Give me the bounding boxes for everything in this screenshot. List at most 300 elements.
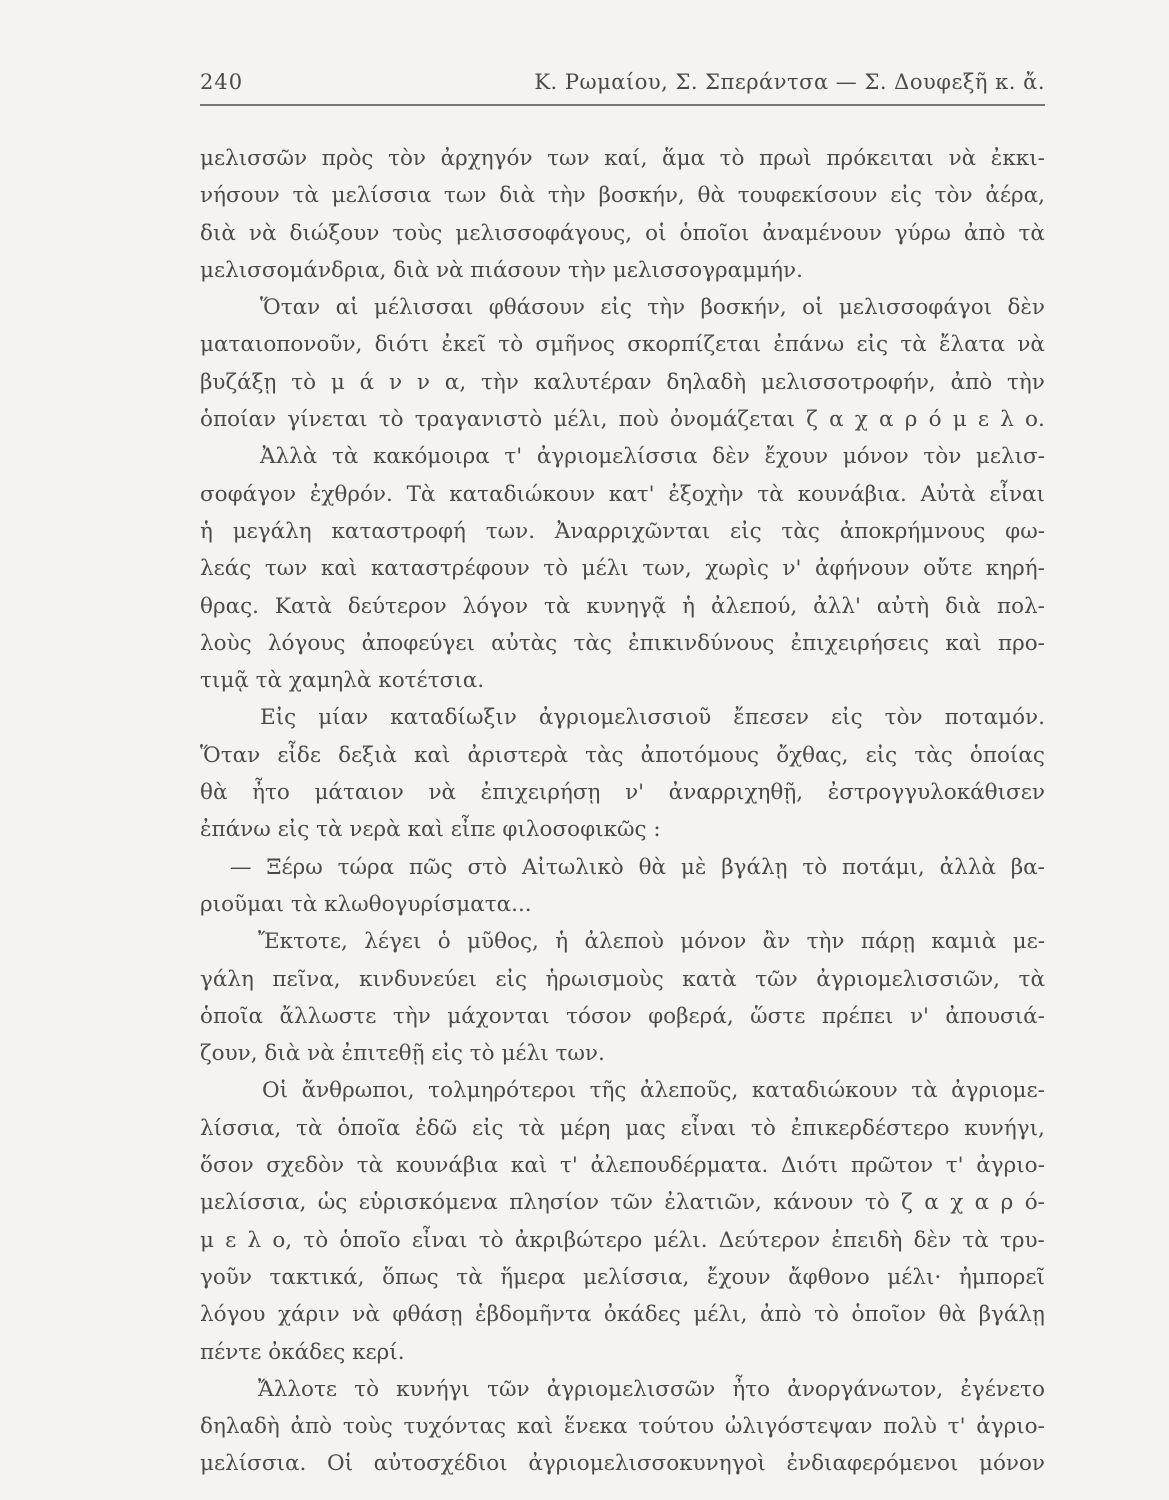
- word: Ξέρω: [266, 854, 323, 880]
- word: ἐκκι-: [990, 146, 1045, 171]
- word: τὰ: [1018, 220, 1045, 246]
- word: μελίσσια,: [200, 1190, 307, 1216]
- word: διὰ: [200, 220, 236, 246]
- word: αὐτοσχέδιοι: [373, 1451, 508, 1477]
- word: τῶν: [487, 1376, 530, 1402]
- text-line: [200, 849, 1045, 886]
- word: τὰ: [1018, 966, 1045, 992]
- word: εἰς: [730, 518, 762, 544]
- word: ὁποίας: [969, 742, 1045, 768]
- word: εἰς: [495, 966, 528, 992]
- word: ἄφθονο: [788, 1264, 870, 1290]
- word: μέρη: [559, 1115, 611, 1141]
- word: ἀποτόμους: [640, 742, 760, 768]
- word: ἀναμένουν: [762, 220, 882, 246]
- word: ζ: [806, 407, 818, 433]
- word: μελισ-: [975, 444, 1045, 470]
- word: Οἱ: [262, 1078, 289, 1104]
- word: κινδυνεύει: [359, 966, 477, 992]
- word: λέγει: [364, 929, 422, 955]
- word: ό: [928, 407, 942, 433]
- word: ἅμα: [662, 146, 706, 171]
- word: ν': [625, 780, 645, 806]
- word: Αἰτωλικὸ: [521, 854, 624, 880]
- word: τὴν: [1007, 369, 1045, 395]
- text-line: [200, 1072, 1045, 1109]
- word: ό-: [1024, 1190, 1045, 1216]
- word: ἐχθρόν.: [309, 481, 393, 507]
- word: τὸν: [934, 183, 973, 209]
- word: ρ: [1000, 1190, 1014, 1216]
- word: τὸν: [923, 444, 962, 470]
- word: βοσκήν,: [598, 183, 685, 209]
- word: ἀπὸ: [963, 220, 1006, 246]
- word: ἀποφεύγει: [361, 630, 475, 656]
- word: τρυ-: [999, 1227, 1045, 1253]
- word: τὸ: [498, 332, 524, 358]
- body-text: [200, 140, 1045, 1483]
- word: φω-: [1005, 518, 1045, 544]
- word: ἠμπορεῖ: [958, 1264, 1045, 1290]
- word: ά: [359, 369, 375, 395]
- word: γοῦν: [200, 1264, 252, 1290]
- word: τ': [504, 444, 523, 470]
- word: πρὸς: [321, 146, 374, 171]
- word: πρόκειται: [826, 146, 934, 171]
- word: —: [230, 854, 252, 880]
- word: μελισσοφάγοι: [838, 295, 993, 321]
- word: χ: [854, 407, 868, 433]
- text-line: [200, 1445, 1045, 1482]
- word: μέλισσαι: [373, 295, 474, 321]
- word: τὸ: [291, 369, 317, 395]
- word: ὄχθας,: [776, 742, 849, 768]
- word: ἦτο: [732, 1376, 771, 1402]
- word: νὰ: [248, 220, 277, 246]
- word: εἰς: [856, 332, 889, 358]
- text-line: [200, 364, 1045, 401]
- word: πρῶτον: [850, 1153, 934, 1179]
- word: σχεδὸν: [266, 1153, 345, 1179]
- word: ἀπουσιά-: [945, 1003, 1045, 1029]
- word: νὰ: [1017, 332, 1045, 358]
- word: μέλι: [581, 556, 629, 582]
- word: τὸ: [354, 1376, 380, 1402]
- word: Ἄλλοτε: [258, 1376, 338, 1402]
- word: ἐπιχειρήσεις: [790, 630, 930, 656]
- word: ἔχουν: [764, 444, 829, 470]
- text-line: [200, 1110, 1045, 1147]
- word: ὁ: [437, 929, 451, 955]
- word: λόγους: [267, 630, 346, 656]
- text-line: [200, 215, 1045, 252]
- word: φθάσῃ: [392, 1302, 463, 1328]
- word: ἀπὸ: [290, 1414, 333, 1440]
- word: θρας.: [200, 593, 259, 619]
- word: στὸ: [467, 854, 508, 880]
- word: νὰ: [948, 146, 977, 171]
- word: ἀγριομελισσιῶν,: [816, 966, 1001, 992]
- text-line: [200, 961, 1045, 998]
- word: χάριν: [278, 1302, 340, 1328]
- word: καὶ: [516, 1414, 554, 1440]
- word: ἀλεποὺ: [584, 929, 664, 955]
- word: ἀκριβώτερο: [514, 1227, 643, 1253]
- word: καὶ: [320, 556, 358, 582]
- word: ὁποῖον: [851, 1302, 927, 1328]
- word: ἀφήνουν: [815, 556, 910, 582]
- word: Ἔκτοτε,: [258, 929, 348, 955]
- text-line: [200, 438, 1045, 475]
- word: τὰ: [518, 1115, 545, 1141]
- word: ποταμόν.: [944, 705, 1045, 731]
- word: εἰς: [865, 742, 898, 768]
- word: μέλι.: [653, 1227, 708, 1253]
- word: μῦθος,: [467, 929, 539, 955]
- word: μὲ: [680, 854, 707, 880]
- word: ἀγριο-: [976, 1153, 1045, 1179]
- word: καταδίωξιν: [390, 705, 517, 731]
- word: αὐτὰς: [491, 630, 558, 656]
- word: νὰ: [352, 1302, 380, 1328]
- word: καὶ: [945, 630, 982, 656]
- word: δεύτερον: [347, 593, 447, 619]
- word: μόνον: [842, 444, 909, 470]
- word: ὁποῖο: [339, 1227, 401, 1253]
- word: τὸ: [478, 1227, 504, 1253]
- word: τῶν: [610, 1190, 653, 1216]
- word: ἐπιχειρήσῃ: [480, 780, 601, 806]
- word: κυνηγᾷ: [586, 593, 667, 619]
- word: κατ': [608, 481, 655, 507]
- word: ἔλατα: [938, 332, 1006, 358]
- word: κάνουν: [773, 1190, 854, 1216]
- word: τὴν: [480, 369, 519, 395]
- word: ἀγριομελίσσια: [536, 444, 698, 470]
- word: τούτου: [638, 1414, 715, 1440]
- word: α: [924, 1190, 939, 1216]
- word: Αὐτὰ: [920, 481, 976, 507]
- word: μάταιον: [314, 780, 404, 806]
- word: ἀρχηγόν: [440, 146, 533, 171]
- word: βγάλῃ: [978, 1302, 1045, 1328]
- word: λίσσια,: [200, 1115, 282, 1141]
- word: δὲν: [913, 1227, 952, 1253]
- word: κυνήγι,: [964, 1115, 1045, 1141]
- word: μέλι,: [553, 407, 608, 433]
- text-line: [200, 289, 1045, 326]
- word: α: [974, 1190, 990, 1216]
- word: κατὰ: [682, 966, 737, 992]
- word: καὶ: [414, 742, 451, 768]
- word: ἔπεσεν: [733, 705, 809, 731]
- word: καμιὰ: [931, 929, 997, 955]
- word: μελισσῶν: [200, 146, 308, 171]
- word: βυζάξῃ: [200, 369, 277, 395]
- word: ὁποῖα: [337, 1115, 401, 1141]
- word: Ὅταν: [260, 295, 321, 321]
- word: μελισσοφάγους,: [455, 220, 633, 246]
- word: καταστροφή: [331, 518, 466, 544]
- word: τοὺς: [392, 220, 443, 246]
- word: ὁποῖα: [200, 1003, 263, 1029]
- word: ἀπὸ: [759, 1302, 802, 1328]
- word: γύρω: [894, 220, 951, 246]
- word: τῶν: [755, 966, 798, 992]
- text-line: [200, 1259, 1045, 1296]
- word: διώξουν: [289, 220, 380, 246]
- word: πρωὶ: [759, 146, 812, 171]
- word: Διότι: [780, 1153, 839, 1179]
- word: ἐστρογγυλοκάθισεν: [827, 780, 1045, 806]
- word: τὸ: [378, 407, 404, 433]
- word: τὸ: [303, 1227, 329, 1253]
- word: κηρή-: [985, 556, 1045, 582]
- word: νήσουν: [200, 183, 280, 209]
- text-line: [200, 625, 1045, 662]
- word: εἶναι: [989, 481, 1045, 507]
- word: τολμηρότεροι: [428, 1078, 577, 1104]
- text-line: [200, 1222, 1045, 1259]
- word: λοὺς: [200, 630, 252, 656]
- word: ἀγριο-: [976, 1414, 1045, 1440]
- word: τὰ: [757, 481, 784, 507]
- word: εἶναι: [680, 1115, 737, 1141]
- text-line: [200, 401, 1045, 438]
- word: με-: [1012, 929, 1045, 955]
- word: τὰ: [911, 1078, 938, 1104]
- word: ποτάμι,: [842, 854, 925, 880]
- word: ἀγριομε-: [951, 1078, 1045, 1104]
- word: ἡρωισμοὺς: [545, 966, 664, 992]
- word: ἀποκρήμνους: [839, 518, 986, 544]
- word: Ἀλλὰ: [260, 444, 318, 470]
- word: τὰς: [781, 518, 820, 544]
- word: τὰ: [900, 332, 927, 358]
- word: ἀλεπού,: [710, 593, 798, 619]
- word: δὲν: [1007, 295, 1045, 321]
- word: μέλι·: [887, 1264, 942, 1290]
- word: ν': [909, 1003, 929, 1029]
- word: βα-: [1010, 854, 1045, 880]
- word: οἱ: [645, 220, 667, 246]
- word: Εἰς: [260, 705, 297, 731]
- word: τὸ: [751, 1115, 776, 1141]
- word: ἐκεῖ: [441, 332, 487, 358]
- word: τὰ: [962, 1227, 989, 1253]
- word: νὰ: [428, 780, 457, 806]
- word: τὰ: [296, 1115, 323, 1141]
- word: λ: [247, 1227, 262, 1253]
- word: ἀγριομελισσῶν: [546, 1376, 716, 1402]
- word: τακτικά,: [269, 1264, 365, 1290]
- word: μίαν: [318, 705, 369, 731]
- text-line: [200, 476, 1045, 513]
- word: τ': [947, 1414, 966, 1440]
- word: μόνον: [978, 1451, 1045, 1477]
- word: ὀκάδες: [603, 1302, 681, 1328]
- word: πεῖνα,: [272, 966, 341, 992]
- word: τ': [945, 1153, 964, 1179]
- word: ο,: [272, 1227, 293, 1253]
- word: θὰ: [697, 183, 725, 209]
- word: οἱ: [802, 295, 824, 321]
- word: μέλι,: [693, 1302, 748, 1328]
- word: ἀέρα,: [985, 183, 1045, 209]
- word: διὰ: [499, 183, 536, 209]
- word: μας: [625, 1115, 666, 1141]
- word: ὅπως: [382, 1264, 439, 1290]
- word: σοφάγον: [200, 481, 297, 507]
- word: ματαιοπονοῦν,: [200, 332, 363, 358]
- word: μεγάλη: [232, 518, 312, 544]
- word: καταδιώκουν: [751, 1078, 898, 1104]
- text-line: [200, 737, 1045, 774]
- word: λ: [1000, 407, 1014, 433]
- word: τυχόντας: [403, 1414, 507, 1440]
- word: τοὺς: [342, 1414, 393, 1440]
- word: τὸ: [719, 146, 745, 171]
- word: των,: [642, 556, 692, 582]
- word: ἥμερα: [500, 1264, 566, 1290]
- word: ἀλεπουδέρματα.: [590, 1153, 769, 1179]
- word: ν': [782, 556, 802, 582]
- word: διότι: [374, 332, 430, 358]
- word: ἀνοργάνωτον,: [787, 1376, 944, 1402]
- word: χ: [950, 1190, 964, 1216]
- text-line: μελισσομάνδρια, διὰ νὰ πιάσουν τὴν μελισσογραμμήν.: [200, 257, 803, 283]
- word: τὰ: [331, 444, 359, 470]
- word: καταστρέφουν: [370, 556, 530, 582]
- running-head: Κ. Ρωμαίου, Σ. Σπεράντσα — Σ. Δουφεξῆ κ. ἄ.: [534, 70, 1045, 94]
- word: ν: [416, 369, 430, 395]
- word: ποὺ: [618, 407, 659, 433]
- word: μελίσσια.: [200, 1451, 307, 1477]
- word: εἰς: [471, 1115, 504, 1141]
- word: των.: [485, 518, 536, 544]
- word: δηλαδὴ: [200, 1414, 280, 1440]
- word: καί,: [604, 146, 648, 171]
- word: ζ: [901, 1190, 913, 1216]
- word: μάχονται: [447, 1003, 550, 1029]
- word: πρέπει: [821, 1003, 894, 1029]
- word: αἱ: [335, 295, 359, 321]
- word: διὰ: [945, 593, 982, 619]
- word: Οἱ: [326, 1451, 354, 1477]
- word: ε: [977, 407, 990, 433]
- word: τώρα: [337, 854, 395, 880]
- word: ο.: [1025, 407, 1045, 433]
- word: ἕνεκα: [563, 1414, 628, 1440]
- word: ἦτο: [252, 780, 290, 806]
- word: ὅσον: [200, 1153, 254, 1179]
- text-line: [200, 513, 1045, 550]
- word: ἐπειδὴ: [831, 1227, 903, 1253]
- word: ρ: [904, 407, 918, 433]
- word: μελισσοτροφήν,: [760, 369, 936, 395]
- word: ἡ: [682, 593, 696, 619]
- word: μελίσσια: [331, 183, 432, 209]
- word: γάλη: [200, 966, 254, 992]
- word: ἄλλωστε: [279, 1003, 377, 1029]
- page-number: 240: [200, 70, 244, 94]
- word: πάρῃ: [860, 929, 915, 955]
- word: πολ-: [996, 593, 1045, 619]
- word: τὰς: [914, 742, 953, 768]
- word: α,: [444, 369, 467, 395]
- text-line: [200, 1408, 1045, 1445]
- word: ἀλλ': [813, 593, 861, 619]
- word: τὸν: [388, 146, 426, 171]
- word: ἐπάνω: [773, 332, 845, 358]
- word: τὸ: [543, 556, 569, 582]
- word: τὴν: [647, 295, 686, 321]
- word: τραγανιστὸ: [414, 407, 543, 433]
- word: πῶς: [409, 854, 453, 880]
- word: Ἀναρριχῶνται: [554, 518, 711, 544]
- word: ἡ: [200, 518, 213, 544]
- word: κουνάβια: [395, 1153, 499, 1179]
- text-line: [200, 550, 1045, 587]
- word: ἡ: [555, 929, 569, 955]
- word: λεάς: [200, 556, 252, 582]
- text-line: ριοῦμαι τὰ κλωθογυρίσματα...: [200, 891, 532, 917]
- word: Τὰ: [406, 481, 436, 507]
- word: δεξιὰ: [338, 742, 397, 768]
- text-line: [200, 1147, 1045, 1184]
- word: σκορπίζεται: [627, 332, 762, 358]
- word: λόγου: [200, 1302, 266, 1328]
- text-line: [200, 1184, 1045, 1221]
- text-line: [200, 140, 1045, 177]
- word: Ὅταν: [200, 742, 261, 768]
- word: τὸν: [884, 705, 923, 731]
- word: τὰ: [456, 1264, 483, 1290]
- word: τουφεκίσουν: [737, 183, 878, 209]
- word: βοσκήν,: [700, 295, 787, 321]
- word: ἀγριομελισσοκυνηγοὶ: [528, 1451, 766, 1477]
- word: εὑρισκόμενα: [358, 1190, 498, 1216]
- word: αὐτὴ: [876, 593, 930, 619]
- word: ὠλιγόστεψαν: [724, 1414, 873, 1440]
- text-line: [200, 1371, 1045, 1408]
- text-line: [200, 923, 1045, 960]
- word: ἔχουν: [706, 1264, 771, 1290]
- word: εἰς: [600, 295, 632, 321]
- word: α: [879, 407, 894, 433]
- word: ν: [389, 369, 403, 395]
- word: ἀριστερὰ: [467, 742, 568, 768]
- word: τὸ: [802, 854, 828, 880]
- word: τὰ: [544, 593, 571, 619]
- word: χωρὶς: [705, 556, 769, 582]
- word: εἶναι: [411, 1227, 468, 1253]
- word: ε: [225, 1227, 237, 1253]
- word: ἀλλὰ: [939, 854, 996, 880]
- word: ἀπὸ: [950, 369, 993, 395]
- text-line: τιμᾷ τὰ χαμηλὰ κοτέτσια.: [200, 668, 485, 694]
- word: πλησίον: [509, 1190, 600, 1216]
- text-line: [200, 177, 1045, 214]
- word: προ-: [997, 630, 1045, 656]
- word: πολὺ: [883, 1414, 937, 1440]
- word: μ: [952, 407, 967, 433]
- word: φοβερά,: [648, 1003, 734, 1029]
- word: ὥστε: [750, 1003, 806, 1029]
- word: δὲν: [712, 444, 750, 470]
- page-header: [200, 70, 1045, 104]
- text-line: ζουν, διὰ νὰ ἐπιτεθῇ εἰς τὸ μέλι των.: [200, 1041, 605, 1067]
